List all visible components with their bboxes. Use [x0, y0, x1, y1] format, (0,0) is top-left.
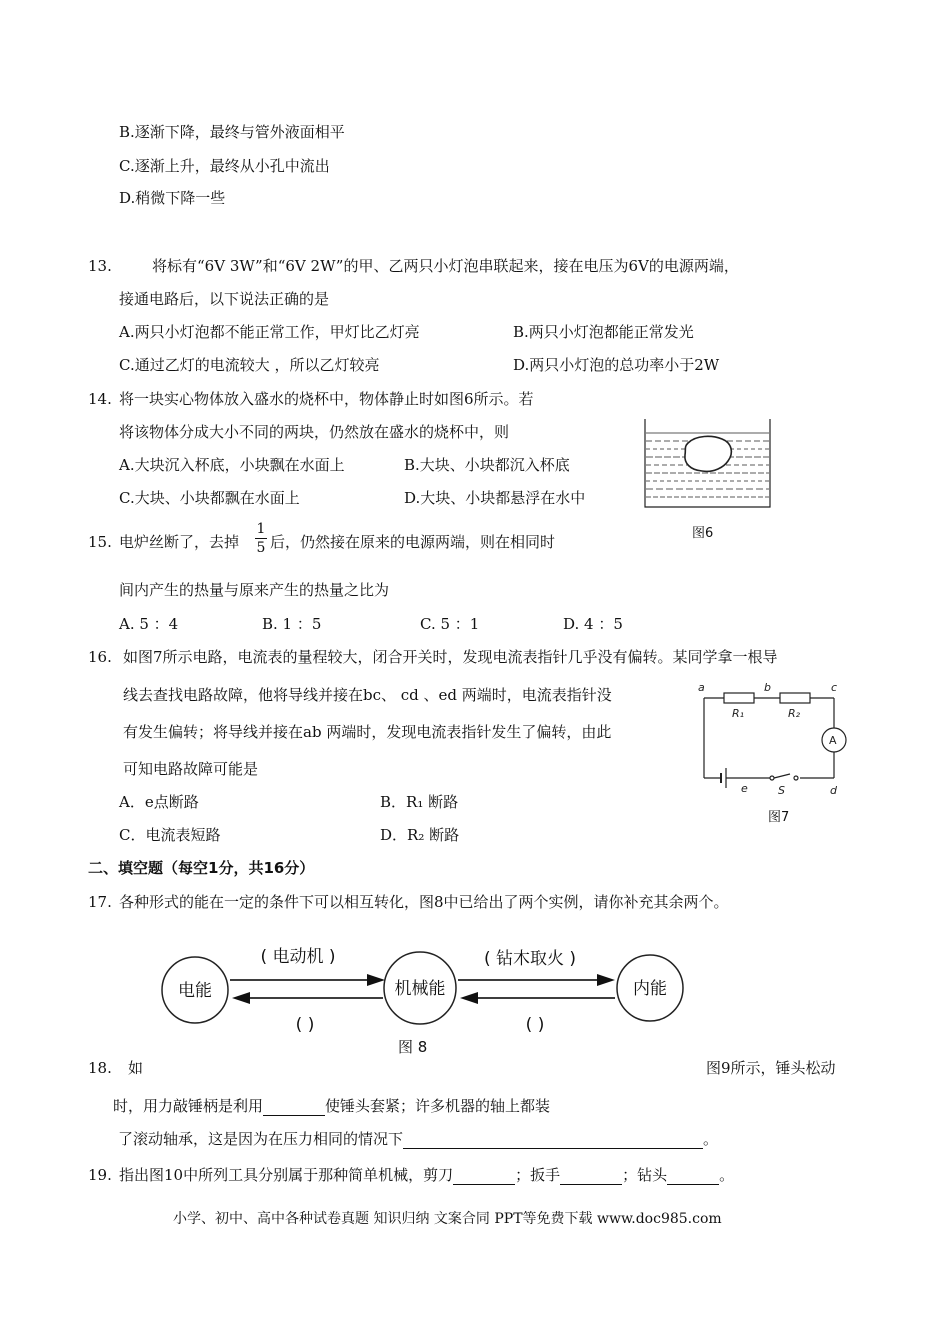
node-e-label: e — [741, 782, 748, 795]
q19-part-c: ；钻头 — [622, 1166, 668, 1184]
q12-option-b: B.逐渐下降，最终与管外液面相平 — [119, 123, 345, 141]
q14-option-c: C.大块、小块都飘在水面上 — [119, 489, 300, 507]
q15-option-b: B. 1 ：5 — [262, 615, 322, 633]
q18-blank-2[interactable] — [403, 1132, 703, 1149]
node-b-label: b — [764, 681, 771, 694]
q16-stem-line3: 有发生偏转；将导线并接在ab 两端时，发现电流表指针发生了偏转，由此 — [123, 723, 612, 741]
node-mechanical-energy-label: 机械能 — [394, 979, 446, 999]
q14-option-d: D.大块、小块都悬浮在水中 — [404, 489, 586, 507]
q14-stem-line2: 将该物体分成大小不同的两块，仍然放在盛水的烧杯中，则 — [119, 423, 510, 441]
q15-option-a: A. 5 ：4 — [119, 615, 179, 633]
q14-number: 14. — [88, 390, 112, 408]
q15-stem-post: 后，仍然接在原来的电源两端，则在相同时 — [270, 533, 556, 551]
q19-number: 19. — [88, 1166, 112, 1184]
q13-option-a: A.两只小灯泡都不能正常工作，甲灯比乙灯亮 — [119, 323, 420, 341]
q15-stem-pre: 电炉丝断了，去掉 — [119, 533, 240, 551]
q19-part-d: 。 — [719, 1166, 735, 1184]
figure-8-caption: 图 8 — [398, 1038, 428, 1056]
figure-6-caption: 图6 — [692, 526, 714, 541]
q18-line3-part1: 了滚动轴承，这是因为在压力相同的情况下 — [118, 1130, 404, 1148]
q15-option-c: C. 5 ：1 — [420, 615, 480, 633]
q18-stem-right: 图9所示，锤头松动 — [706, 1059, 836, 1077]
q16-option-b: B．R₁ 断路 — [380, 793, 459, 811]
node-electric-energy-label: 电能 — [178, 981, 212, 1001]
q15-number: 15. — [88, 533, 112, 551]
switch-label: S — [778, 784, 785, 797]
switch-lever — [774, 774, 790, 778]
label-top-left: ( 电动机 ) — [260, 947, 336, 967]
q17-stem: 各种形式的能在一定的条件下可以相互转化，图8中已给出了两个实例，请你补充其余两个。 — [119, 893, 729, 911]
node-c-label: c — [831, 681, 838, 694]
q18-line2-part1: 时，用力敲锤柄是利用 — [113, 1097, 264, 1115]
q19-stem — [119, 1165, 734, 1185]
section-2-heading: 二、填空题（每空1分，共16分） — [88, 859, 315, 877]
label-top-right: ( 钻木取火 ) — [483, 949, 577, 969]
fraction-bar — [255, 538, 267, 539]
q15-option-d: D. 4 ：5 — [563, 615, 623, 633]
q13-option-b: B.两只小灯泡都能正常发光 — [513, 323, 694, 341]
figure-8-energy-diagram — [155, 930, 695, 1040]
q12-option-c: C.逐渐上升，最终从小孔中流出 — [119, 157, 330, 175]
q19-blank-wrench[interactable] — [560, 1168, 622, 1185]
label-bottom-left: ( ) — [295, 1015, 315, 1035]
q13-option-c: C.通过乙灯的电流较大 ，所以乙灯较亮 — [119, 356, 380, 374]
q15-fraction — [254, 521, 268, 556]
q17-number: 17. — [88, 893, 112, 911]
q18-stem-start: 如 — [128, 1059, 144, 1077]
node-a-label: a — [698, 681, 705, 694]
q19-blank-scissors[interactable] — [453, 1168, 515, 1185]
page-footer: 小学、初中、高中各种试卷真题 知识归纳 文案合同 PPT等免费下载 www.doc985.com — [173, 1211, 722, 1227]
figure-6-beaker — [640, 415, 775, 515]
q13-option-d: D.两只小灯泡的总功率小于2W — [513, 356, 720, 374]
floating-object — [685, 436, 731, 471]
q18-number: 18. — [88, 1059, 112, 1077]
label-bottom-right: ( ) — [525, 1015, 545, 1035]
q18-stem-line3 — [118, 1129, 718, 1149]
q15-stem-line2: 间内产生的热量与原来产生的热量之比为 — [119, 581, 390, 599]
q19-part-b: ；扳手 — [515, 1166, 561, 1184]
resistor-r2 — [780, 693, 810, 703]
q19-part-a: 指出图10中所列工具分别属于那种简单机械，剪刀 — [119, 1166, 454, 1184]
q18-line2-part2: 使锤头套紧；许多机器的轴上都装 — [325, 1097, 551, 1115]
figure-7-circuit — [692, 680, 862, 800]
q16-option-a: A．e点断路 — [119, 793, 199, 811]
q16-stem-line2: 线去查找电路故障，他将导线并接在bc、 cd 、ed 两端时，电流表指针没 — [123, 686, 612, 704]
q14-option-a: A.大块沉入杯底，小块飘在水面上 — [119, 456, 345, 474]
q16-stem-line4: 可知电路故障可能是 — [123, 760, 259, 778]
q18-stem-line2 — [113, 1096, 550, 1116]
q19-blank-drill[interactable] — [667, 1168, 719, 1185]
q14-option-b: B.大块、小块都沉入杯底 — [404, 456, 570, 474]
fraction-denominator: 5 — [256, 540, 266, 556]
q16-number: 16. — [88, 648, 112, 666]
q16-stem-line1: 如图7所示电路，电流表的量程较大，闭合开关时，发现电流表指针几乎没有偏转。某同学拿一根导 — [123, 648, 778, 666]
q12-option-d: D.稍微下降一些 — [119, 189, 226, 207]
figure-7-caption: 图7 — [768, 810, 790, 825]
fraction-numerator: 1 — [256, 521, 266, 537]
q16-option-d: D．R₂ 断路 — [380, 826, 460, 844]
q13-stem-line2: 接通电路后，以下说法正确的是 — [119, 290, 330, 308]
q18-line3-part2: 。 — [703, 1130, 719, 1148]
resistor-r1 — [724, 693, 754, 703]
q13-stem-line1: 将标有“6V 3W”和“6V 2W”的甲、乙两只小灯泡串联起来，接在电压为6V的电源两端， — [152, 257, 739, 275]
node-internal-energy-label: 内能 — [633, 979, 667, 999]
q16-option-c: C．电流表短路 — [119, 826, 221, 844]
node-d-label: d — [830, 784, 837, 797]
switch-contact — [794, 776, 798, 780]
q14-stem-line1: 将一块实心物体放入盛水的烧杯中，物体静止时如图6所示。若 — [119, 390, 534, 408]
q18-blank-1[interactable] — [263, 1099, 325, 1116]
q13-number: 13. — [88, 257, 112, 275]
ammeter-label: A — [829, 734, 837, 747]
r2-label: R₂ — [788, 707, 801, 720]
r1-label: R₁ — [732, 707, 745, 720]
